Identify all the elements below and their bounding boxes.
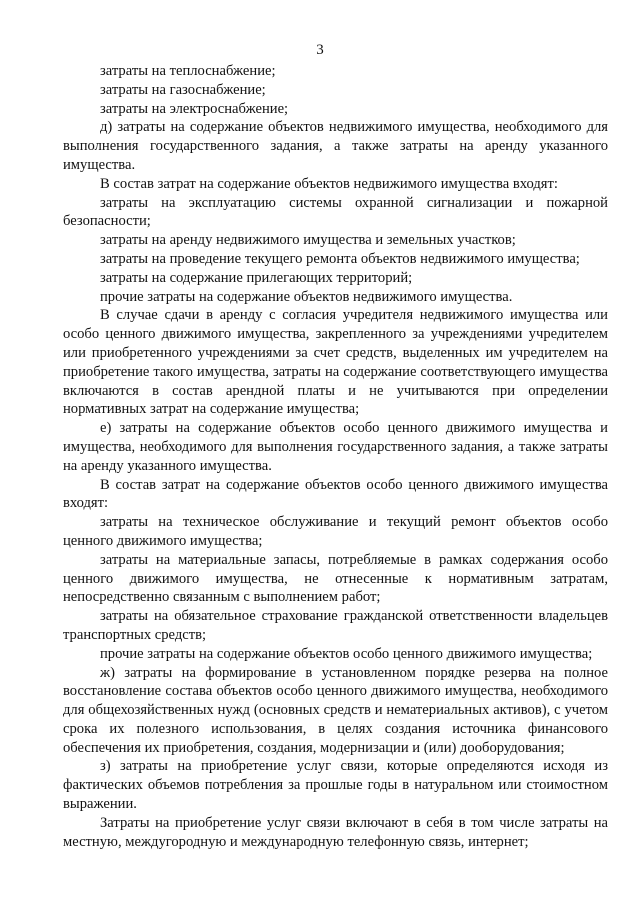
paragraph: затраты на теплоснабжение; <box>100 63 276 79</box>
paragraph: затраты на материальные запасы, потребляемые в рамках содержания особо ценного движимого имущества, не отнесенные к нормативным затратам, непосредственно связанным с выполнением работ; <box>63 551 608 606</box>
paragraph: В состав затрат на содержание объектов особо ценного движимого имущества входят: <box>63 476 608 512</box>
paragraph: затраты на обязательное страхование гражданской ответственности владельцев транспортных средств; <box>63 608 608 643</box>
paragraph: ж) затраты на формирование в установленном порядке резерва на полное восстановление состава объектов особо ценного движимого имущества, необходимого для общехозяйственных нужд (основных средств и нематериальных активов), с учетом срока их полезного использования, в целях создания источника финансового обеспечения их приобретения, создания, модернизации и (или) дооборудования; <box>63 664 608 756</box>
paragraph: затраты на эксплуатацию системы охранной сигнализации и пожарной безопасности; <box>63 194 608 230</box>
paragraph: затраты на содержание прилегающих территорий; <box>100 269 413 286</box>
paragraph: затраты на газоснабжение; <box>100 81 266 98</box>
paragraph: з) затраты на приобретение услуг связи, которые определяются исходя из фактических объемов потребления за прошлые годы в натуральном или стоимостном выражении. <box>63 758 608 813</box>
paragraph: прочие затраты на содержание объектов недвижимого имущества. <box>100 288 513 305</box>
paragraph: затраты на электроснабжение; <box>100 100 289 117</box>
paragraph: затраты на аренду недвижимого имущества и земельных участков; <box>100 232 516 249</box>
paragraph: е) затраты на содержание объектов особо ценного движимого имущества и имущества, необходимого для выполнения государственного задания, а также затраты на аренду указанного имущества. <box>63 420 608 474</box>
paragraph: В состав затрат на содержание объектов недвижимого имущества входят: <box>100 175 558 192</box>
paragraph: затраты на проведение текущего ремонта объектов недвижимого имущества; <box>100 250 580 267</box>
paragraph: прочие затраты на содержание объектов особо ценного движимого имущества; <box>100 645 593 662</box>
document-body <box>63 62 608 851</box>
paragraph: В случае сдачи в аренду с согласия учредителя недвижимого имущества или особо ценного движимого имущества, закрепленного за учреждениями учредителем или приобретенного учреждениями за счет средств, выделенных им учредителем на приобретение такого имущества, затраты на содержание соответствующего имущества включаются в состав арендной платы и не учитываются при определении нормативных затрат на содержание имущества; <box>63 307 608 418</box>
paragraph: Затраты на приобретение услуг связи включают в себя в том числе затраты на местную, междугородную и международную телефонную связь, интернет; <box>63 814 608 850</box>
paragraph: затраты на техническое обслуживание и текущий ремонт объектов особо ценного движимого имущества; <box>63 514 608 549</box>
paragraph: д) затраты на содержание объектов недвижимого имущества, необходимого для выполнения государственного задания, а также затраты на аренду указанного имущества. <box>63 119 608 173</box>
page-number: 3 <box>316 42 324 58</box>
